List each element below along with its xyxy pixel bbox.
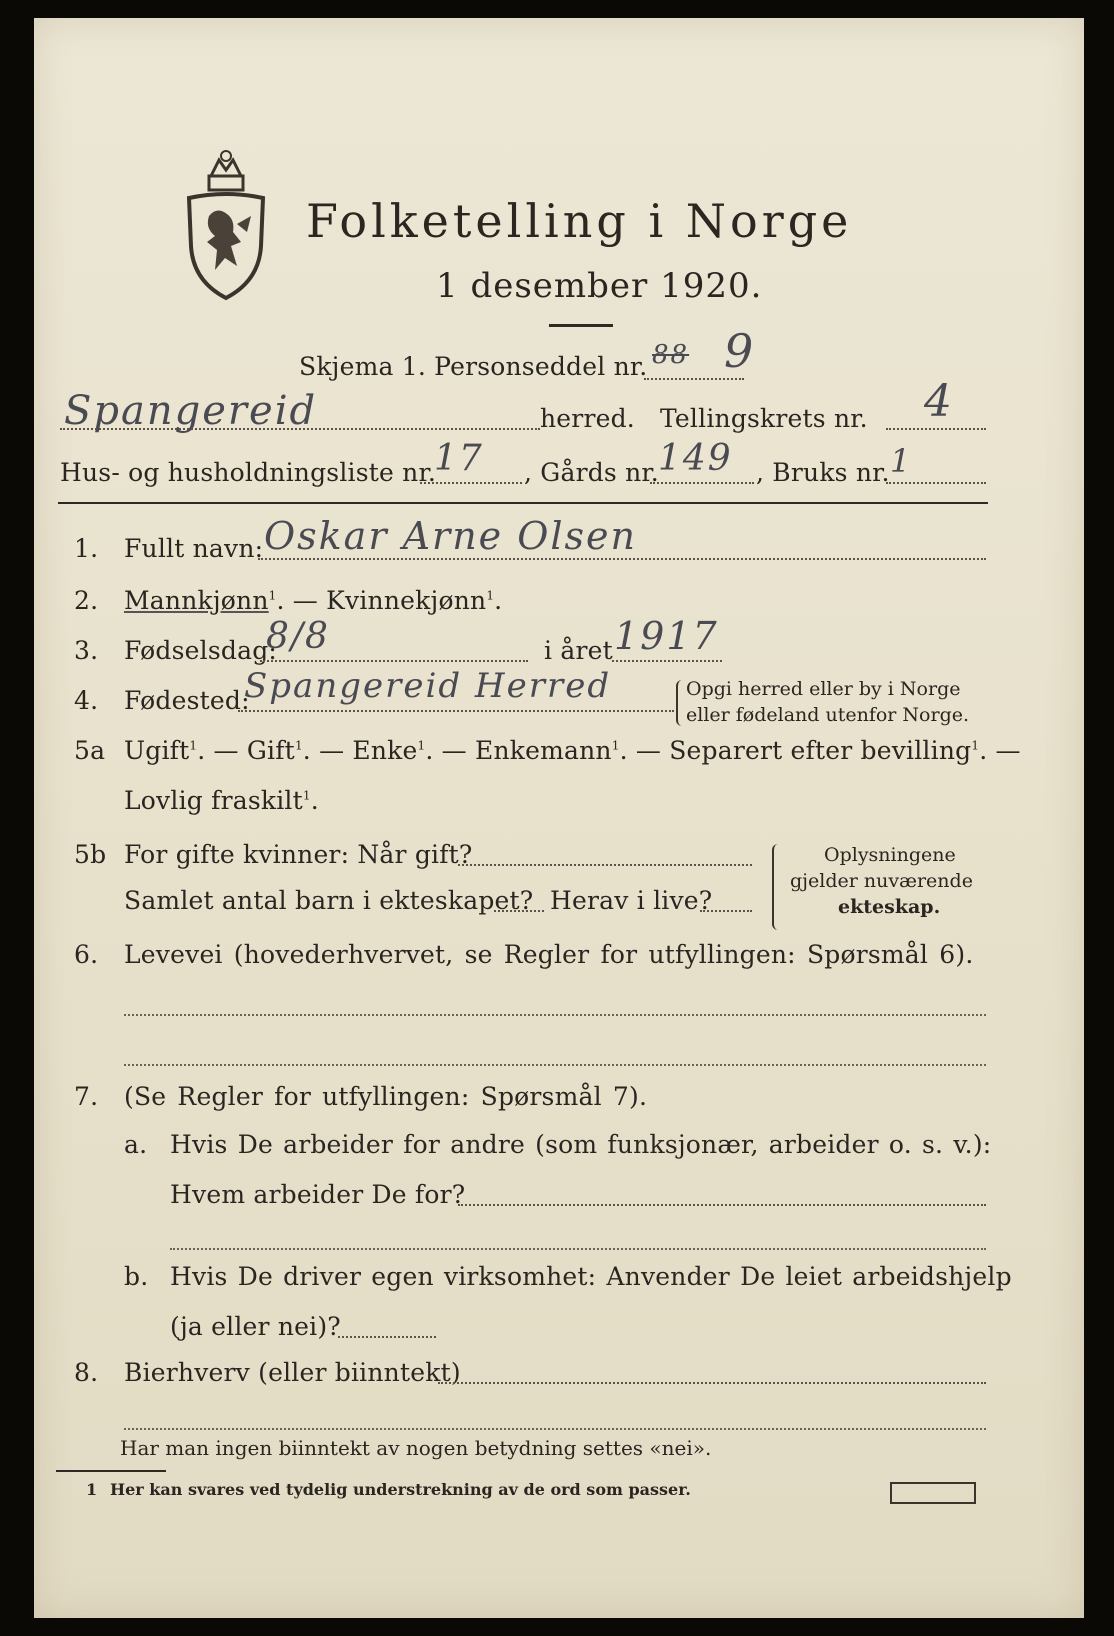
footnote-marker: 1: [86, 1480, 98, 1499]
item-1-number: 1.: [74, 534, 99, 563]
fodested-value[interactable]: Spangereid Herred: [244, 666, 612, 706]
separert-label: Separert efter bevilling: [669, 736, 972, 765]
levevei-label: Levevei (hovederhvervet, se Regler for utfyllingen: Spørsmål 6).: [124, 940, 974, 969]
tellingskrets-value[interactable]: 4: [924, 376, 954, 427]
item-4-number: 4.: [74, 686, 99, 715]
husholdningsliste-value[interactable]: 17: [434, 438, 484, 479]
item-7-number: 7.: [74, 1082, 99, 1111]
gards-label: , Gårds nr.: [524, 458, 659, 487]
personseddel-number[interactable]: 9: [724, 324, 756, 378]
samlet-barn-label: Samlet antal barn i ekteskapet?: [124, 886, 534, 915]
item-7a-label: Hvis De arbeider for andre (som funksjonær, arbeider o. s. v.):: [170, 1130, 992, 1159]
mannkjonn-label: Mannkjønn: [124, 586, 269, 615]
i-aret-label: i året: [544, 636, 613, 665]
enkemann-label: Enkemann: [475, 736, 612, 765]
item-8-number: 8.: [74, 1358, 99, 1387]
bierhverv-label: Bierhverv (eller biinntekt): [124, 1358, 461, 1387]
oplysningene-note-2: gjelder nuværende: [790, 870, 973, 892]
item-3-number: 3.: [74, 636, 99, 665]
skjema-label: Skjema 1. Personseddel nr.: [299, 352, 648, 381]
fraskilt-label: Lovlig fraskilt: [124, 786, 303, 815]
enke-label: Enke: [352, 736, 418, 765]
footnote-text: Her kan svares ved tydelig understrekning av de ord som passer.: [110, 1480, 691, 1499]
tellingskrets-label: Tellingskrets nr.: [660, 404, 868, 433]
item-6-number: 6.: [74, 940, 99, 969]
herav-i-live-label: Herav i live?: [550, 886, 713, 915]
item-7a-letter: a.: [124, 1130, 148, 1159]
oplysningene-note-1: Oplysningene: [824, 844, 956, 866]
hvem-arbeider-label: Hvem arbeider De for?: [170, 1180, 466, 1209]
herred-value[interactable]: Spangereid: [64, 388, 318, 434]
census-form-sheet: [34, 18, 1084, 1618]
fodested-note-line2: eller fødeland utenfor Norge.: [686, 704, 970, 726]
herred-label: herred.: [540, 404, 635, 433]
oplysningene-note-3: ekteskap.: [838, 896, 941, 918]
fodested-note-line1: Opgi herred eller by i Norge: [686, 678, 961, 700]
printer-stamp: [890, 1482, 976, 1504]
husholdningsliste-label: Hus- og husholdningsliste nr.: [60, 458, 437, 487]
gards-value[interactable]: 149: [658, 438, 733, 479]
ugift-label: Ugift: [124, 736, 190, 765]
levevei-line-1[interactable]: [124, 1014, 986, 1016]
ja-eller-nei-label: (ja eller nei)?: [170, 1312, 341, 1341]
kvinnekjonn-label: Kvinnekjønn: [326, 586, 487, 615]
footnote-divider: [56, 1470, 166, 1472]
levevei-line-2[interactable]: [124, 1064, 986, 1066]
item-5b-number: 5b: [74, 840, 107, 869]
nar-gift-label: For gifte kvinner: Når gift?: [124, 840, 473, 869]
bruks-label: , Bruks nr.: [756, 458, 890, 487]
item-7-label: (Se Regler for utfyllingen: Spørsmål 7).: [124, 1082, 648, 1111]
norwegian-coat-of-arms-icon: [181, 146, 271, 302]
item-7b-letter: b.: [124, 1262, 149, 1291]
item-7b-label: Hvis De driver egen virksomhet: Anvender De leiet arbeidshjelp: [170, 1262, 1012, 1291]
item-7a-line-2[interactable]: [170, 1248, 986, 1250]
mannkjonn-option[interactable]: Mannkjønn$^1$. — Kvinnekjønn$^1$.: [124, 586, 503, 615]
fodselsdag-value[interactable]: 8/8: [266, 616, 330, 657]
fraskilt-option[interactable]: Lovlig fraskilt$^1$.: [124, 786, 319, 815]
fullt-navn-value[interactable]: Oskar Arne Olsen: [264, 514, 637, 558]
form-title: Folketelling i Norge: [306, 194, 853, 248]
personseddel-number-struck[interactable]: 88: [652, 340, 690, 370]
fullt-navn-label: Fullt navn:: [124, 534, 264, 563]
fodested-label: Fødested:: [124, 686, 250, 715]
fodselsdag-label: Fødselsdag:: [124, 636, 278, 665]
gift-label: Gift: [246, 736, 295, 765]
form-date: 1 desember 1920.: [436, 266, 763, 306]
fodselsar-value[interactable]: 1917: [614, 614, 719, 658]
item-2-number: 2.: [74, 586, 99, 615]
biinntekt-note: Har man ingen biinntekt av nogen betydning settes «nei».: [120, 1436, 712, 1460]
sivilstand-options[interactable]: Ugift$^1$. — Gift$^1$. — Enke$^1$. — Enkemann$^1$. — Separert efter bevilling$^1$. —: [124, 736, 1021, 765]
title-divider: [549, 324, 613, 327]
item-5a-number: 5a: [74, 736, 106, 765]
item-8-line-2[interactable]: [124, 1428, 986, 1430]
header-divider: [58, 502, 988, 504]
bruks-value[interactable]: 1: [890, 442, 913, 480]
